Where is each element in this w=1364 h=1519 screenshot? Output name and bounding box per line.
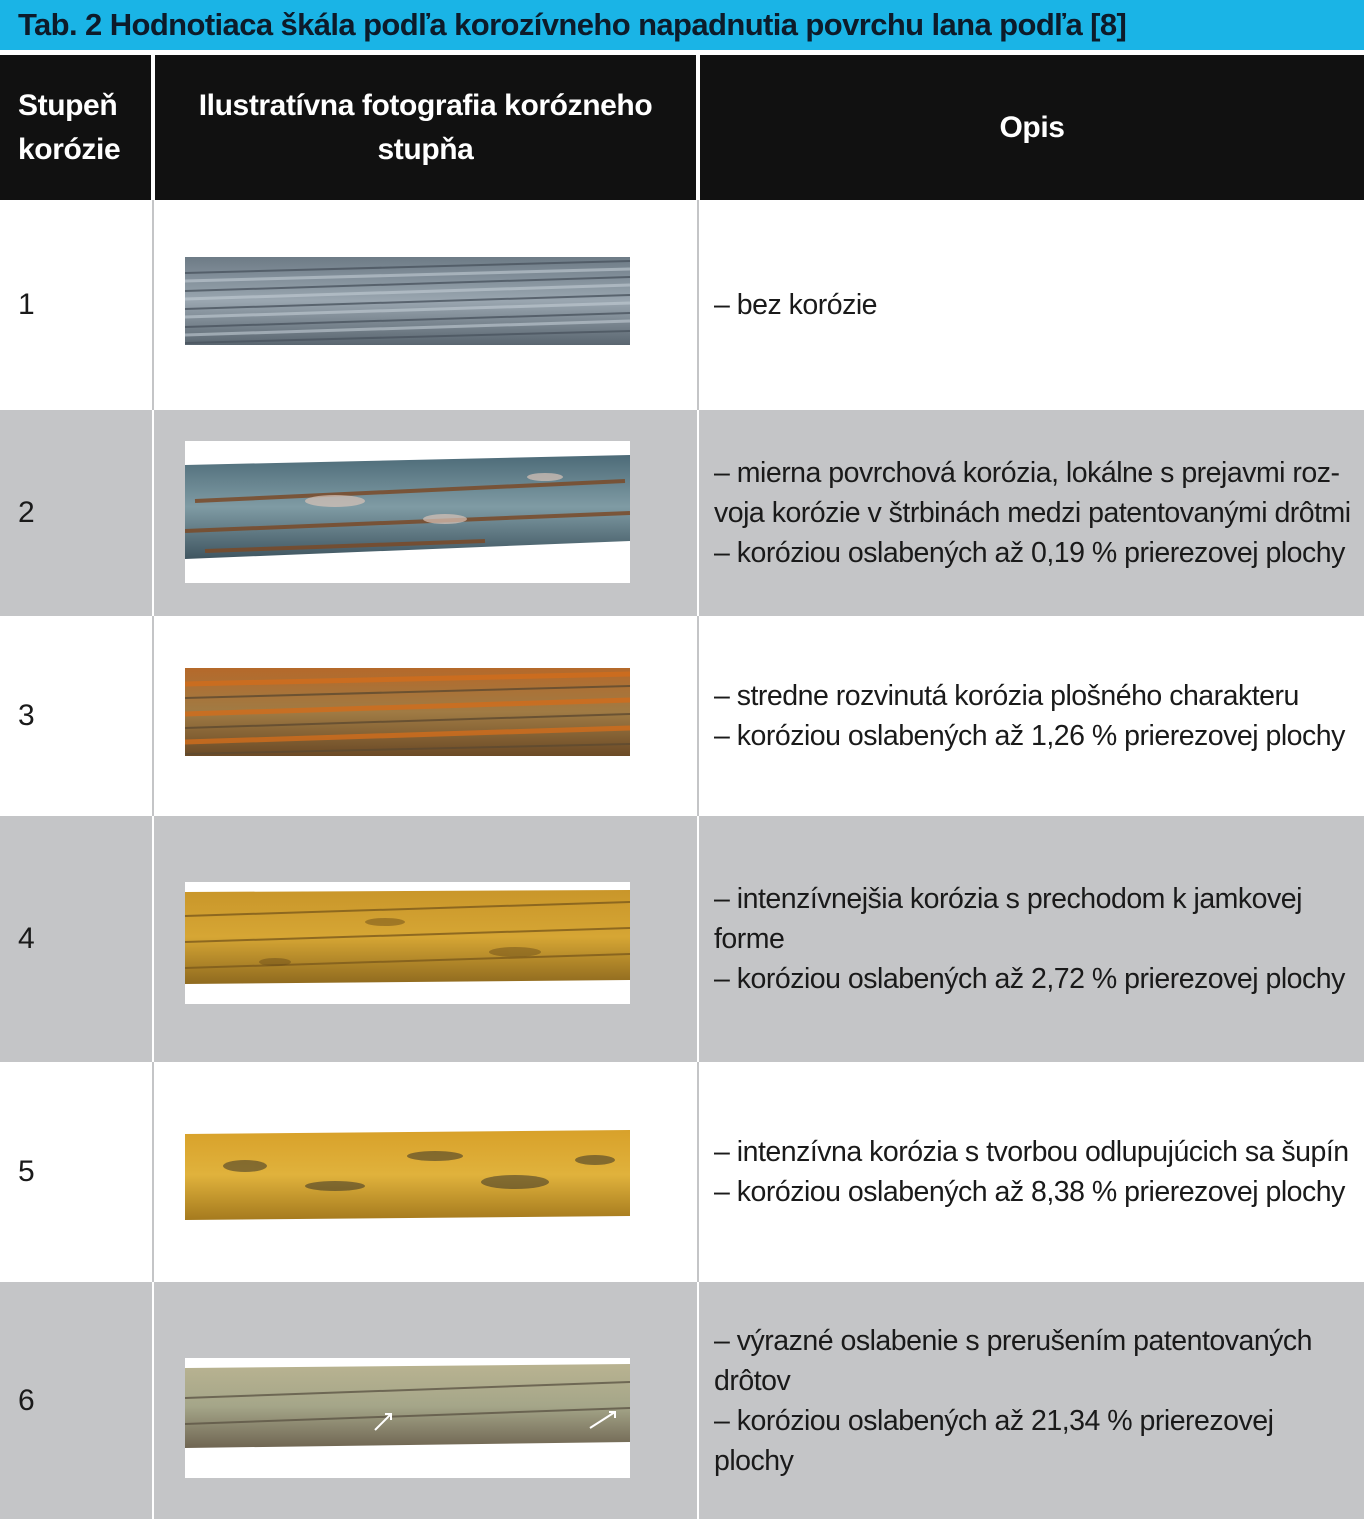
- header-photo-line1: Ilustratívna fotografia korózneho: [198, 88, 653, 122]
- description-line: – bez korózie: [714, 289, 878, 321]
- description-line: – koróziou oslabených až 21,34 % prierezovej: [714, 1404, 1274, 1437]
- table-row: [0, 1282, 1364, 1519]
- description: [714, 616, 1344, 816]
- header-grade-line2: korózie: [18, 132, 121, 166]
- cable-photo-grade-1: [185, 255, 630, 347]
- header-photo: [155, 55, 696, 200]
- grade-number: 6: [18, 1383, 35, 1417]
- cable-photo-grade-5: [185, 1126, 630, 1222]
- table-row: [0, 1062, 1364, 1282]
- cable-photo-grade-2: [185, 441, 630, 583]
- table-caption: Tab. 2 Hodnotiaca škála podľa korozívneho napadnutia povrchu lana podľa [8]: [0, 0, 1364, 50]
- description: [714, 816, 1344, 1062]
- table-row: [0, 200, 1364, 410]
- description: [714, 1282, 1344, 1519]
- description-line: – intenzívna korózia s tvorbou odlupujúcich sa šupín: [714, 1136, 1349, 1168]
- description-line: – koróziou oslabených až 0,19 % prierezovej plochy: [714, 537, 1345, 569]
- description-line: – stredne rozvinutá korózia plošného charakteru: [714, 680, 1299, 712]
- description-line: – koróziou oslabených až 8,38 % prierezovej plochy: [714, 1176, 1345, 1208]
- header-grade: [0, 55, 151, 200]
- grade-number: 3: [18, 699, 35, 732]
- description-line: drôtov: [714, 1364, 791, 1397]
- description-line: – mierna povrchová korózia, lokálne s prejavmi roz-: [714, 457, 1340, 489]
- header-description: Opis: [700, 55, 1364, 200]
- table-row: [0, 816, 1364, 1062]
- table-header: [0, 50, 1364, 200]
- table-row: [0, 616, 1364, 816]
- description-line: forme: [714, 923, 785, 955]
- description-line: – intenzívnejšia korózia s prechodom k jamkovej: [714, 883, 1302, 915]
- description: [714, 1062, 1349, 1282]
- header-grade-line1: Stupeň: [18, 88, 118, 122]
- grade-number: 4: [18, 922, 35, 955]
- cable-photo-grade-3: [185, 664, 630, 760]
- description-line: – koróziou oslabených až 1,26 % prierezovej plochy: [714, 720, 1345, 752]
- cable-photo-grade-6: [185, 1358, 630, 1478]
- description-line: plochy: [714, 1444, 794, 1477]
- description-line: – koróziou oslabených až 2,72 % prierezovej plochy: [714, 963, 1345, 995]
- description: [714, 200, 1344, 410]
- description: [714, 410, 1351, 616]
- cable-photo-grade-4: [185, 882, 630, 1004]
- description-line: voja korózie v štrbinách medzi patentovanými drôtmi: [714, 497, 1351, 529]
- grade-number: 5: [18, 1155, 35, 1188]
- header-photo-line2: stupňa: [377, 132, 474, 166]
- table-row: [0, 410, 1364, 616]
- grade-number: 1: [18, 288, 35, 321]
- grade-number: 2: [18, 496, 35, 529]
- description-line: – výrazné oslabenie s prerušením patentovaných: [714, 1324, 1313, 1357]
